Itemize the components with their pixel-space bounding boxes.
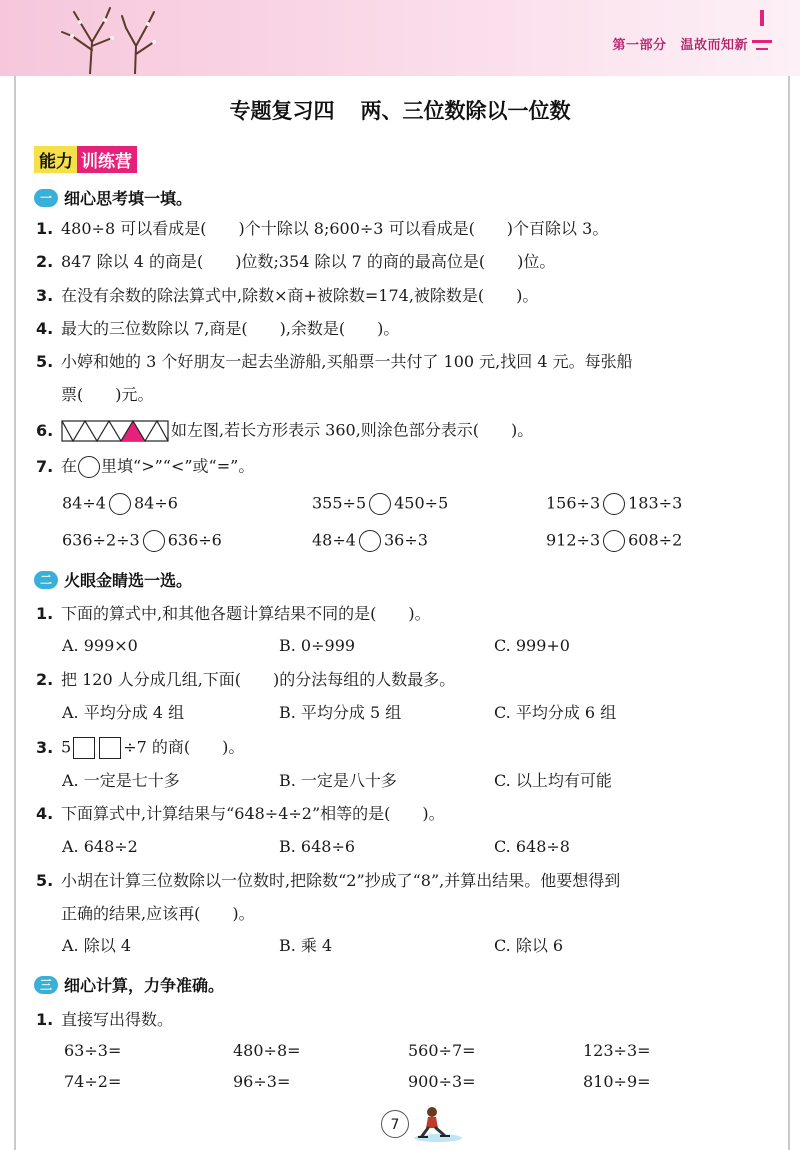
compare-blank[interactable]	[603, 530, 625, 552]
q-num: 4.	[36, 804, 54, 823]
s2-q3	[36, 737, 244, 759]
s1-q1	[36, 219, 608, 239]
page-number: 7	[381, 1110, 409, 1138]
section2-badge: 二	[34, 571, 58, 589]
page-title	[0, 95, 800, 125]
q-text: 如左图,若长方形表示 360,则涂色部分表示( )。	[171, 420, 534, 440]
s2-q5	[36, 871, 620, 891]
q-text-pre: 在	[61, 456, 78, 476]
camp-label-b: 训练营	[77, 146, 137, 173]
q-num: 3.	[36, 286, 54, 305]
s1-q2	[36, 252, 555, 272]
section1-badge: 一	[34, 189, 58, 207]
compare-right: 84÷6	[133, 493, 178, 513]
calc-item: 63÷3=	[64, 1041, 122, 1060]
q-num: 5.	[36, 871, 54, 890]
compare-blank[interactable]	[143, 530, 165, 552]
q-num: 3.	[36, 737, 54, 757]
calc-item: 74÷2=	[64, 1072, 122, 1091]
calc-item: 560÷7=	[408, 1041, 476, 1060]
q-text: 把 120 人分成几组,下面( )的分法每组的人数最多。	[61, 670, 456, 689]
header-label	[612, 34, 748, 53]
q-num: 7.	[36, 456, 54, 476]
header-subtitle: 温故而知新	[680, 38, 748, 53]
section1-heading	[34, 186, 192, 209]
compare-left: 156÷3	[546, 493, 601, 513]
calc-item: 900÷3=	[408, 1072, 476, 1091]
compare-left: 355÷5	[312, 493, 367, 513]
s1-q4	[36, 319, 399, 339]
s2-q2	[36, 670, 455, 690]
compare-right: 608÷2	[628, 530, 683, 550]
compare-left: 84÷4	[62, 493, 106, 513]
q-num: 2.	[36, 252, 54, 271]
q-num: 4.	[36, 319, 54, 338]
compare-right: 183÷3	[628, 493, 683, 513]
s2-q5-option-c[interactable]: C. 除以 6	[494, 936, 564, 955]
q-num: 5.	[36, 352, 54, 371]
compare-pair-6	[546, 530, 682, 552]
compare-right: 450÷5	[394, 493, 449, 513]
corner-decoration-icon	[752, 10, 772, 60]
s1-q7	[36, 456, 254, 478]
section3-badge: 三	[34, 976, 58, 994]
calc-item: 480÷8=	[233, 1041, 301, 1060]
title-main: 专题复习四	[229, 99, 335, 123]
section3-heading	[34, 973, 224, 996]
s2-q5-option-a[interactable]: A. 除以 4	[62, 936, 131, 955]
s2-q4	[36, 804, 445, 824]
q-num: 1.	[36, 604, 54, 623]
s2-q3-option-b[interactable]: B. 一定是八十多	[279, 771, 397, 790]
compare-right: 36÷3	[383, 530, 428, 550]
q-text-post: 里填“>”“<”或“=”。	[101, 456, 255, 476]
page-header	[0, 0, 800, 76]
compare-pair-2	[312, 493, 448, 515]
compare-pair-5	[312, 530, 428, 552]
compare-right: 636÷6	[167, 530, 222, 550]
section2-heading	[34, 568, 192, 591]
compare-pair-3	[546, 493, 682, 515]
q-text: 下面算式中,计算结果与“648÷4÷2”相等的是( )。	[61, 804, 445, 823]
s2-q4-option-a[interactable]: A. 648÷2	[62, 837, 138, 856]
q-num: 6.	[36, 420, 54, 440]
compare-left: 636÷2÷3	[62, 530, 140, 550]
q-text: 最大的三位数除以 7,商是( ),余数是( )。	[61, 319, 400, 338]
compare-blank[interactable]	[603, 493, 625, 515]
skating-mascot-icon	[404, 1104, 464, 1144]
q-text: 小胡在计算三位数除以一位数时,把除数“2”抄成了“8”,并算出结果。他要想得到	[61, 871, 621, 890]
q-text: 下面的算式中,和其他各题计算结果不同的是( )。	[61, 604, 431, 623]
header-part: 第一部分	[612, 38, 667, 53]
q-text: 847 除以 4 的商是( )位数;354 除以 7 的商的最高位是( )位。	[61, 252, 556, 271]
left-margin-rule	[14, 76, 16, 1150]
triangle-strip-figure	[61, 420, 169, 442]
s2-q5-cont: 正确的结果,应该再( )。	[61, 904, 255, 923]
q-text-pre: 5	[61, 737, 72, 757]
s2-q4-option-c[interactable]: C. 648÷8	[494, 837, 570, 856]
training-camp-label	[34, 146, 137, 173]
s1-q6	[36, 420, 533, 442]
compare-left: 912÷3	[546, 530, 601, 550]
q-text: 480÷8 可以看成是( )个十除以 8;600÷3 可以看成是( )个百除以 3。	[61, 219, 609, 238]
digit-blank[interactable]	[99, 737, 121, 759]
calc-item: 123÷3=	[583, 1041, 651, 1060]
s2-q4-option-b[interactable]: B. 648÷6	[279, 837, 356, 856]
s1-q3	[36, 286, 538, 306]
s2-q1-option-b[interactable]: B. 0÷999	[279, 636, 356, 655]
s2-q3-option-c[interactable]: C. 以上均有可能	[494, 771, 612, 790]
s1-q5-cont: 票( )元。	[61, 385, 154, 404]
q-text: 直接写出得数。	[61, 1010, 174, 1029]
q-text: 在没有余数的除法算式中,除数×商+被除数=174,被除数是( )。	[61, 286, 539, 305]
q-num: 1.	[36, 219, 54, 238]
compare-pair-1	[62, 493, 178, 515]
compare-pair-4	[62, 530, 222, 552]
compare-blank[interactable]	[359, 530, 381, 552]
s2-q2-option-a[interactable]: A. 平均分成 4 组	[62, 703, 185, 722]
q-text-post: ÷7 的商( )。	[123, 737, 245, 757]
digit-blank[interactable]	[73, 737, 95, 759]
compare-circle-icon	[78, 456, 100, 478]
s3-q1	[36, 1010, 173, 1030]
section2-heading-text: 火眼金睛选一选。	[64, 571, 193, 590]
title-sub: 两、三位数除以一位数	[360, 99, 571, 123]
s2-q2-option-b[interactable]: B. 平均分成 5 组	[279, 703, 402, 722]
section3-heading-text: 细心计算，力争准确。	[64, 976, 225, 995]
section1-heading-text: 细心思考填一填。	[64, 189, 193, 208]
compare-blank[interactable]	[109, 493, 131, 515]
calc-item: 96÷3=	[233, 1072, 291, 1091]
q-num: 1.	[36, 1010, 54, 1029]
s1-q5	[36, 352, 633, 372]
s2-q1	[36, 604, 431, 624]
right-margin-rule	[788, 76, 790, 1150]
s2-q1-option-a[interactable]: A. 999×0	[62, 636, 138, 655]
camp-label-a: 能力	[34, 146, 77, 173]
winter-tree-icon	[50, 2, 170, 74]
q-text: 小婷和她的 3 个好朋友一起去坐游船,买船票一共付了 100 元,找回 4 元。每张船	[61, 352, 633, 371]
s2-q3-option-a[interactable]: A. 一定是七十多	[62, 771, 180, 790]
q-num: 2.	[36, 670, 54, 689]
compare-left: 48÷4	[312, 530, 356, 550]
s2-q2-option-c[interactable]: C. 平均分成 6 组	[494, 703, 617, 722]
calc-item: 810÷9=	[583, 1072, 651, 1091]
compare-blank[interactable]	[369, 493, 391, 515]
s2-q5-option-b[interactable]: B. 乘 4	[279, 936, 333, 955]
s2-q1-option-c[interactable]: C. 999+0	[494, 636, 570, 655]
